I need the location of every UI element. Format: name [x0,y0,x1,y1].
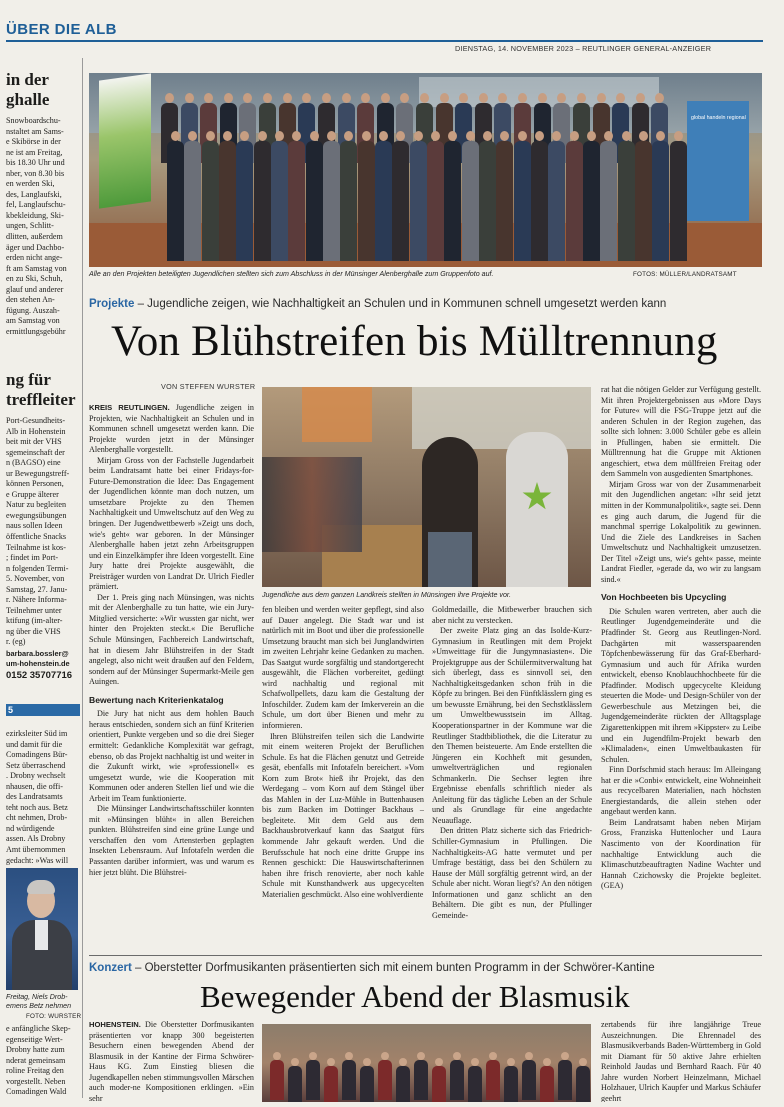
main-col2-p2: Ihren Blühstreifen teilen sich die Landwirte mit einem weiteren Projekt der Beruflichen Schule. Es hat die Flächen genutzt und Getreide gesät, ebenfalls mit Infotafeln bereichert. »Vom Korn zum Brot« hieß ihr Projekt, das den Werdegang – vom Korn auf dem Stängel über das Mahlen in der Luz-Mühle in Buttenhausen bis zum Backen im Dottinger Backhaus – begleitete. Mit dem Geld aus dem Backhausbrotverkauf kann das Saatgut fürs kommende Jahr gekauft werden. Und die Berufsschule hat noch eine dritte Gruppe ins Rennen geschickt: Die Hauswirtschafterinnen haben ihre frisch renovierte, aber noch kahle Schule mit Kunsthandwerk aus upgecycelten Materialien geschmückt. Also eine wohlverdiente [262,731,424,899]
crowd-person-body [340,141,357,261]
sidebar-line: des, Langlaufski, [6,189,62,199]
crowd-person-head [342,93,351,103]
concert-col-3 [601,1020,761,1102]
sidebar-line: fel, Langlaufschu- [6,200,66,210]
sidebar-line: ermittlungsgebühr [6,326,66,336]
sidebar-line: und damit für die [6,739,63,749]
sidebar-line: kbekleidung, Ski- [6,210,64,220]
band-member-body [558,1060,572,1100]
sidebar-line: . Drobny wechselt [6,771,66,781]
group-photo [89,73,762,267]
main-col1-p5: Die Münsinger Landwirtschaftsschüler konnten mit »Münsingen blüht« in allen Bereichen punkten. Blühstreifen sind eine grüne Lunge und verschaffen den vom Artensterben geplagten Insekten Lebensraum. Auf Infotafeln werden die Passanten darüber informiert, was und warum es hier jetzt blüht. Die Blühstrei- [89,804,254,877]
crowd-person-head [258,131,267,141]
crowd-person-body [392,141,409,261]
crowd-person-head [479,93,488,103]
crowd-person-body [444,141,461,261]
band-member-head [543,1058,551,1066]
band-member-head [525,1052,533,1060]
crowd-person-head [518,93,527,103]
sidebar-line: ; findet im Port- [6,553,59,563]
main-col-3 [432,605,592,945]
sidebar-line: fügung. Auszah- [6,305,60,315]
main-col2-p1: fen bleiben und werden weiter gepflegt, sind also auf Dauer angelegt. Die Stadt war und ist natürlich mit im Boot und über die professionelle Umsetzung braucht man sich bei Junglandwirten im zweiten Lehrjahr keine Gedanken zu machen. Das Saatgut wurde sorgfältig und standortgerecht ausgewählt, die Flächen vorbereitet, gedüngt wird nachhaltig und regional mit Schafwollpellets, dazu kam die Gestaltung der Infoschilder. Zudem kam der Imkerverein an die Schule, um dort über Bienen und mehr zu informieren. [262,605,424,731]
main-col3-p3: Den dritten Platz sicherte sich das Friedrich-Schiller-Gymnasium in Pfullingen. Die Nachhaltigkeits-AG hatte vermutet und per Umfrage bestätigt, dass bei den Schülern zu Hause der Müll sorgfältig getrennt wird, an der Schule aber nicht. Woran liegt's? An den nötigen Informationen und ganz schlicht an den Behältern. Die gibt es nun, der Pfullinger Gemeinde- [432,826,592,920]
sidebar-line: am Samstag von [6,316,60,326]
band-member-body [342,1060,356,1100]
contact-phone: 0152 35707716 [6,670,73,682]
crowd-person-head [535,131,544,141]
sidebar-line: naus sollen Ideen [6,521,63,531]
main-lead: Jugendliche zeigen in Projekten, wie Nachhaltigkeit an Schulen und in Kommunen schnell umgesetzt werden kann. Die Projekte wurden jetzt in der Münsinger Alenberghalle vorgestellt. [89,403,254,455]
main-col3-p1: Goldmedaille, die Mitbewerber brauchen sich aber nicht zu verstecken. [432,605,592,625]
band-member-body [486,1060,500,1100]
sidebar-line: ne ist am Freitag, [6,147,63,157]
crowd-person-body [219,141,236,261]
main-kicker-line [89,298,666,310]
band-member-body [306,1060,320,1100]
main-col4-subhead: Von Hochbeeten bis Upcycling [601,592,727,603]
band-member-head [345,1052,353,1060]
header-rule [6,40,763,42]
crowd-person-head [322,93,331,103]
sidebar-contact [6,649,80,681]
band-member-body [360,1066,374,1102]
byline: VON STEFFEN WURSTER [161,382,256,391]
concert-kicker-line [89,962,655,974]
crowd-person-head [431,131,440,141]
crowd-person-head [224,93,233,103]
crowd-person-head [538,93,547,103]
crowd-person-head [636,93,645,103]
band-member-head [489,1052,497,1060]
band-member-body [432,1066,446,1102]
main-col1-p4: Die Jury hat nicht aus dem hohlen Bauch heraus entschieden, sondern sich an fünf Kriterien orientiert, Punkte vergeben und so die drei Sieger ermittelt: Gedankliche Komplexität war gefragt, ebenso, ob das Projekt nachhaltig ist und weiter in die Zukunft wirkt, wie »professionell« es umgesetzt wurde, wie die Kooperation mit Kommunen oder anderen Stellen lief und wie die Arbeit im Team funktionierte. [89,709,254,803]
main-col4-p5: Beim Landratsamt haben neben Mirjam Gross, Franziska Huttenlocher und Laura Nascimento von der Koordination für nachhaltige Entwicklung auch die Klimaschutzbeauftragten Nadine Wachter und Hannah Czichowsky die Projekte begleitet. (GEA) [601,817,761,891]
section-title: ÜBER DIE ALB [6,21,117,38]
crowd-person-body [496,141,513,261]
group-photo-credit: FOTOS: MÜLLER/LANDRATSAMT [633,271,737,278]
sidebar-line: den stehen An- [6,295,55,305]
sidebar-line: en werden Ski, [6,179,55,189]
sidebar-line: ewegungsübungen [6,510,67,520]
crowd-person-head [577,93,586,103]
sidebar-line: nber, von 8.30 bis [6,168,65,178]
sidebar-line: Teilnehmer unter [6,605,62,615]
band-member-head [471,1058,479,1066]
sidebar-divider [82,58,83,1098]
sidebar-article-1-text [6,116,80,337]
sidebar-line: Teilnahme ist kos- [6,542,66,552]
sidebar-line: Comadingen Wald [6,1087,67,1097]
crowd-person-body [375,141,392,261]
crowd-person-body [548,141,565,261]
sidebar-line: Natur zu begleiten [6,500,67,510]
crowd-person-head [243,93,252,103]
sidebar-line: öffentliche Snacks [6,532,67,542]
band-member-body [504,1066,518,1102]
crowd-person-body [531,141,548,261]
sidebar-article-1-title: in der ghalle [6,70,50,109]
crowd-person-head [498,93,507,103]
crowd-person-head [674,131,683,141]
crowd-person-head [327,131,336,141]
crowd-person-body [254,141,271,261]
band-member-head [561,1052,569,1060]
main-col1-p2: Mirjam Gross von der Fachstelle Jugendarbeit beim Landratsamt hatte bei einer Fridays-for-Future-Demonstration die Idee: Das Engagement der Jugendlichen könnte man doch nutzen, um umsetzbare Projekte zu den Themen Nachhaltigkeit und Umweltschutz auf den Weg zu bringen. Der Jugendwettbewerb »Zeigt uns doch, wie's geht« war geboren. In der Münsinger Alenberghalle haben jetzt zehn Arbeitsgruppen und ein Einzelkämpfer ihre Ideen vorgestellt. Eine Jury hatte drei Projekte ausgewählt, die Preisträger wurden von Landrat Dr. Ulrich Fiedler prämiert. [89,455,254,592]
sidebar-line: cht nehmen, Drob- [6,813,68,823]
sidebar-line: äger und Dachbo- [6,242,65,252]
crowd-person-body [410,141,427,261]
person-back-right [506,432,568,587]
sidebar-line: egenseitige Wert- [6,1034,63,1044]
sidebar-line: Setz überraschend [6,760,66,770]
sidebar-article-1 [6,70,80,337]
band-member-body [522,1060,536,1100]
sidebar-line: 5. November, von [6,574,65,584]
sidebar-line: ezirksleiter Süd im [6,729,68,738]
crowd-person-head [204,93,213,103]
sidebar-line: erden nicht ange- [6,253,63,263]
band-member-body [396,1066,410,1102]
concert-col-1 [89,1020,254,1102]
crowd-person-head [361,93,370,103]
portrait-shirt [35,920,48,950]
sidebar-line: nstaltet am Sams- [6,126,64,136]
sidebar-line: vorgestellt. Neben [6,1076,66,1086]
sidebar-line: können Personen, [6,479,64,489]
crowd-person-body [479,141,496,261]
sidebar-line: gedacht: »Was will [6,855,69,865]
crowd-person-body [358,141,375,261]
band-member-head [381,1052,389,1060]
crowd-person-head [381,93,390,103]
contact-web[interactable]: um-hohenstein.de [6,659,70,669]
sidebar-article-2 [6,370,80,681]
sidebar-line: e Gruppe älterer [6,489,59,499]
crowd-person-body [635,141,652,261]
crowd-person-head [171,131,180,141]
concert-subheadline: – Oberstetter Dorfmusikanten präsentierten sich mit einem bunten Programm in der Schwörer-Kantine [131,962,655,974]
main-kicker: Projekte [89,298,135,310]
concert-band [262,1024,591,1102]
concert-lead: Die Oberstetter Dorfmusikanten präsentierten vor knapp 300 begeisterten Besuchern einen bewegenden Abend der Blasmusik in der Kantine der Firma Schwörer-Haus KG. Zum Einstieg bliesen die Jugendkapellen neben stimmungsvollen Märschen auch moder-ne Kompositionen erklingen. »Ein sehr [89,1020,254,1102]
band-member-body [324,1066,338,1102]
crowd-person-head [616,93,625,103]
crowd-person-body [583,141,600,261]
contact-email[interactable]: barbara.bossler@ [6,649,69,659]
crowd-person-head [414,131,423,141]
sidebar-portrait-photo [6,868,78,990]
crowd-person-head [379,131,388,141]
sidebar-line: teht noch aus. Betz [6,802,68,812]
crowd-person-head [440,93,449,103]
projects-seated-group [262,457,362,552]
portrait-hair [27,880,55,894]
main-col1-p3: Der 1. Preis ging nach Münsingen, was nichts mit der Alenberghalle zu tun hatte, wie ein Jury-Mitglied versicherte: »Wir wussten gar nicht, wer hinter den Projekten steckt.« Die Berufliche Schule Münsingen, Fachbereich Landwirtschaft, hat in diesem Jahr Blühstreifen in der Stadt angelegt, also nicht weit draußen auf den Feldern, sondern auf der Münsinger Supermarkt-Meile gen Auingen. [89,592,254,687]
sidebar-line: des Landratsamts [6,792,63,802]
crowd-person-head [597,93,606,103]
main-col1-subhead: Bewertung nach Kriterienkatalog [89,694,224,705]
sidebar-line: n folgenden Termi- [6,563,69,573]
crowd-person-head [483,131,492,141]
crowd-person-body [323,141,340,261]
crowd-person-head [362,131,371,141]
crowd-person-body [600,141,617,261]
band-member-head [417,1052,425,1060]
crowd-person-body [236,141,253,261]
main-col4-p1: rat hat die nötigen Gelder zur Verfügung gestellt. Mit ihren Projektergebnissen aus »More Days for Future« will die FSG-Truppe jetzt auf die anderen Schulen in der Region zugehen, das sollte sich lohnen: 3.000 Schüler gebe es allein in Pfullingen, haben sie ermittelt. Die Mülltrennung hat die Gruppe mit Aktionen angeschiert, etwa dem müllfreien Freitag oder dem Sammeln von ausgedienten Smartphones. [601,385,761,479]
sidebar-article-3-text [6,729,80,866]
crowd-person-body [462,141,479,261]
crowd-person-head [400,93,409,103]
crowd-person-head [639,131,648,141]
sidebar-line: beit mit der VHS [6,437,62,447]
band-member-head [309,1052,317,1060]
band-member-head [399,1058,407,1066]
person-back-left-legs [428,532,472,587]
concert-headline: Bewegender Abend der Blasmusik [200,979,630,1014]
crowd-person-head [570,131,579,141]
sidebar-line: en zu Ski, Schuh, [6,274,63,284]
band-member-body [378,1060,392,1100]
band-member-body [576,1066,590,1102]
crowd-person-body [618,141,635,261]
sidebar-line: nderat gemeinsam [6,1055,66,1065]
sidebar-line: Snowboardschu- [6,116,61,125]
crowd-person-head [310,131,319,141]
sidebar-line: ungen, Schlitt- [6,221,54,231]
band-member-body [450,1060,464,1100]
sidebar-line: e anfängliche Skep- [6,1024,71,1033]
crowd-person-head [275,131,284,141]
concert-kicker: Konzert [89,962,132,974]
crowd-person-body [288,141,305,261]
crowd-person-head [420,93,429,103]
main-subheadline: – Jugendliche zeigen, wie Nachhaltigkeit an Schulen und in Kommunen schnell umgesetzt werden kann [134,298,667,310]
crowd-person-head [263,93,272,103]
main-col4-p2: Mirjam Gross war von der Zusammenarbeit mit den Jugendlichen angetan: »Ihr seid jetzt mitten in der Kommunalpolitik«, sagte sei. Denn es ging auch darum, die Jugend für die manchmal sperrige Lokalpolitik zu gewinnen. Und die Ziele des Landkreises in Sachen Umweltschutz und Nachhaltigkeit umzusetzen. Der Titel »Zeigt uns, wie's geht« passe, meinte Landrat Fiedler, »gerade da, wo wir zu langsam sind.« [601,479,761,584]
sidebar-line: Comadingens Bür- [6,750,68,760]
crowd-person-body [271,141,288,261]
crowd-person-head [459,93,468,103]
sidebar-line: nd würdigende [6,823,55,833]
sidebar-line: ur Bewegungstreff- [6,468,70,478]
sidebar-line: roline Freitag den [6,1066,64,1076]
band-member-head [507,1058,515,1066]
band-member-head [435,1058,443,1066]
sidebar-article-2-title: ng für treffleiter [6,370,76,409]
sidebar-line: bis 18.30 Uhr und [6,158,65,168]
main-col-2 [262,605,424,945]
crowd-person-head [655,93,664,103]
sidebar-line: nhausen, die offi- [6,781,63,791]
sidebar-photo-caption: Freitag, Niels Drob- emens Betz nehmen [6,993,72,1010]
sidebar-line: dlitten, außerdem [6,232,63,242]
crowd-person-head [283,93,292,103]
crowd-person-head [622,131,631,141]
concert-photo [262,1024,591,1102]
sidebar-line: Port-Gesundheits- [6,416,66,425]
projects-panel [302,387,372,442]
main-col4-p3: Die Schulen waren vertreten, aber auch die Reutlinger Jugendgemeinderäte und die Pfadfinder St. Georg aus Reutlingen-Nord. Dachgärten mit wasserspaarenden Töpfchenbewässerung für das Graf-Eberhard-Gymnasium und auch für Afrika wurden entwickelt, ebenso Knoblauchhochbeete für die Pfadfinder. Modisch upgecycelte Kleidung steuerten die Mode- und Design-Schüler von der Gewerbeschule aus Metzingen bei, die Jugendgemeinderäte rückten der Alltagsplage Zigarettenkippen mit ihrem »Kippster« zu Leibe und ein Jugendfilm-Projekt bewarb den »Klimaladen«, einen Umweltbaukasten für Schulen. [601,606,761,764]
band-member-head [453,1052,461,1060]
sidebar-line: n (BAGSO) eine [6,458,61,468]
crowd-person-body [427,141,444,261]
sidebar-photo-credit: FOTO: WURSTER [26,1013,82,1020]
sidebar-line: Samstag, 27. Janu- [6,584,68,594]
crowd-person-head [185,93,194,103]
concert-dateline: HOHENSTEIN. [89,1020,141,1029]
group-photo-caption: Alle an den Projekten beteiligten Jugendlichen stellten sich zum Abschluss in der Münsinger Alenberghalle zum Gruppenfoto auf. [89,270,494,278]
sidebar-line: Amt übernommen [6,845,66,855]
sidebar-line: assen. Als Drobny [6,834,66,844]
band-member-head [327,1058,335,1066]
dateline: DIENSTAG, 14. NOVEMBER 2023 – REUTLINGER GENERAL-ANZEIGER [455,44,712,53]
sidebar-article-4-text [6,1024,80,1098]
band-member-head [579,1058,587,1066]
crowd-person-head [518,131,527,141]
crowd-person-body [566,141,583,261]
sidebar-line: glauf und anderer [6,284,64,294]
band-member-body [270,1060,284,1100]
crowd-person-head [206,131,215,141]
crowd-person-head [466,131,475,141]
main-col3-p2: Der zweite Platz ging an das Isolde-Kurz-Gymnasium in Reutlingen mit dem Projekt »Umweittage für die Jungymnasiasten«. Die Projektgruppe aus der Schülermitverwaltung hat sich überlegt, dass es sinnvoll sei, den Nachhaltigkeitsgedanken schon früh in die Köpfe zu bringen. Bei den Fünftklässlern ging es um bewusste Ernährung, bei den Sechstklässlern um Umweltbewusstsein im Alltag. Kooperationspartner in der Kommune war die Reutlinger Stadtbibliothek, die die Literatur zu den Themen beisteuerte. Am Ende erstellten die Jüngeren ein Kochheft mit gesunden, umweltverträglichen und regionalen Schmankerln. Die Sechser legten ihre Ergebnisse ebenfalls schriftlich nieder als Anleitung für das tägliche Leben an der Schule und als Grundlage für eine angedachte Neuauflage. [432,626,592,825]
concert-col3-text: zertabends für ihre langjährige Treue Auszeichnungen. Die Ehrennadel des Blasmusikverbands Baden-Württemberg in Gold mit Diamant für 50 aktive Jahre erhielten Reinhold Jaudas und Bernhard Raach. Für 40 Jahre wurden Norbert Heinzelmann, Michael Holzhauer, Ulrich Kaupfer und Markus Schäufer geehrt [601,1020,761,1102]
crowd-person-head [302,93,311,103]
main-dateline: KREIS REUTLINGEN. [89,403,170,412]
sidebar-article-3 [6,704,80,866]
sidebar-article-2-text [6,416,80,648]
main-headline: Von Blühstreifen bis Mülltrennung [111,318,718,365]
main-col4-p4: Finn Dorfschmid stach heraus: Im Alleingang hat er die »Conbi« entwickelt, eine Wohneinheit aus recycelbaren Materialien, nach höchsten Energiestandards, die allein stehen oder angebaut werden kann. [601,765,761,817]
crowd-person-head [223,131,232,141]
crowd-person-body [670,141,687,261]
band-member-head [363,1058,371,1066]
crowd-person-body [202,141,219,261]
sidebar-line: sgemeinschaft der [6,447,65,457]
crowd-person-body [167,141,184,261]
band-member-body [540,1066,554,1102]
band-member-body [288,1066,302,1102]
sidebar-line: Alb in Hohenstein [6,426,66,436]
sidebar-line: ktifung (im-alter- [6,616,63,626]
band-member-body [414,1060,428,1100]
crowd-person-body [184,141,201,261]
sidebar-article-3-bar: 5 [6,704,80,716]
sidebar-line: r. (eg) [6,637,26,647]
sidebar-line: e Skibörse in der [6,137,61,147]
main-col-4 [601,385,761,946]
sidebar-line: Drobny hatte zum [6,1045,65,1055]
projects-photo [262,387,591,587]
crowd [89,73,762,267]
crowd-person-body [306,141,323,261]
crowd-person-head [165,93,174,103]
sidebar-line: r. Nähere Informa- [6,595,67,605]
banner-right-text: global handeln regional [691,115,746,121]
sidebar-line: ng über die VHS [6,626,61,636]
band-member-head [273,1052,281,1060]
band-member-head [291,1058,299,1066]
band-member-body [468,1066,482,1102]
crowd-person-head [557,93,566,103]
projects-photo-caption: Jugendliche aus dem ganzen Landkreis stellten in Münsingen ihre Projekte vor. [262,591,511,599]
sidebar-line: ft am Samstag von [6,263,67,273]
article-divider [89,955,762,956]
crowd-person-head [587,131,596,141]
crowd-person-body [514,141,531,261]
crowd-person-body [652,141,669,261]
